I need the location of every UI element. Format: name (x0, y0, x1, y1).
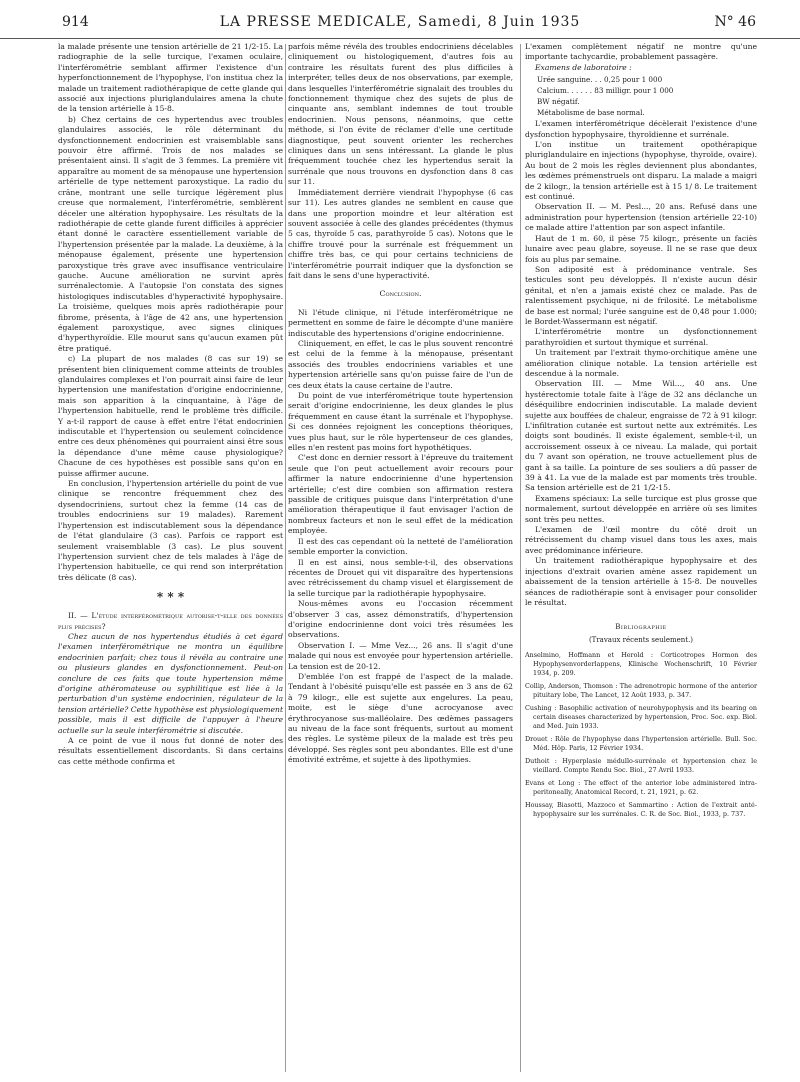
paragraph: Haut de 1 m. 60, il pèse 75 kilogr., présente un faciès lunaire avec peau glabre, soyeuse. Il ne se rase que deux fois au plus par semaine. (525, 233, 757, 264)
bibliography-entry: Houssay, Biasotti, Mazzoco et Sammartino : Action de l'extrait anté-hypophysaire sur les surrénales. C. R. de Soc. Biol., 1933, p. 737. (525, 801, 757, 819)
paragraph: Il est des cas cependant où la netteté de l'amélioration semble emporter la conviction. (288, 536, 513, 557)
paragraph: Du point de vue interférométrique toute hypertension serait d'origine endocrinienne, les deux glandes le plus fréquemment en cause étant la surrénale et l'hypophyse. Si ces données rejoignent les conceptions théoriques, vues plus haut, sur le rôle hypertenseur de ces glandes, elles n'en restent pas moins fort hypothétiques. (288, 391, 513, 453)
bibliography-entry: Anselmino, Hoffmann et Herold : Corticotropes Hormon des Hypophysenvorderlappens, Klinische Wochenschrift, 10 Février 1934, p. 209. (525, 651, 757, 678)
paragraph: Chez aucun de nos hypertendus étudiés à cet égard l'examen interférométrique ne montra un équilibre endocrinien parfait; chez tous il révéla au contraire une ou plusieurs glandes en dysfonctionnement. Peut-on conclure de ces faits que toute hypertension même d'origine athéromateuse ou syphilitique est liée à la perturbation d'un système endocrinien, régulateur de la tension artérielle? Cette hypothèse est physiologiquement possible, mais il est difficile de l'appuyer à l'heure actuelle sur la seule interférométrie si discutée. (58, 631, 283, 735)
bibliography-title: Bibliographie (615, 623, 667, 632)
paragraph: Un traitement radiothérapique hypophysaire et des injections d'extrait ovarien amène assez rapidement un abaissement de la tension artérielle à 15-8. De nouvelles séances de radiothérapie sont à envisager pour consolider le résultat. (525, 556, 757, 607)
paragraph: Il en est ainsi, nous semble-t-il, des observations récentes de Drouet qui vit disparaître des hypertensions avec rétrécissement du champ visuel et élargissement de la selle turcique par la radiothérapie hypophysaire. (288, 557, 513, 598)
paragraph: Un traitement par l'extrait thymo-orchitique amène une amélioration clinique notable. La tension artérielle est descendue à la normale. (525, 348, 757, 378)
column-middle (288, 42, 513, 766)
paragraph: la malade présente une tension artérielle de 21 1/2-15. La radiographie de la selle turcique, l'examen oculaire, l'interférométrie semblant affirmer l'existence d'un hyperfonctionnement de l'hypophyse, l'on institua chez la malade un traitement radiothérapique de cette glande qui associé aux injections pluriglandulaires amena la chute de la tension artérielle à 15-8. (58, 42, 283, 114)
paragraph: L'examen complètement négatif ne montre qu'une importante tachycardie, probablement passagère. (525, 42, 757, 62)
section-separator: * * * (156, 590, 185, 605)
paragraph: En conclusion, l'hypertension artérielle du point de vue clinique se rencontre fréquemment chez des dysendocriniens, surtout chez la femme (14 cas de troubles endocriniens sur 19 malades). Rarement l'hypertension est indiscutablement sous la dépendance de l'état glandulaire (3 cas). Parfois ce rapport est seulement vraisemblable (3 cas). Le plus souvent l'hypertension survient chez de tels malades à l'âge de l'hypertension habituelle, ce qui rend son interprétation très délicate (8 cas). (58, 479, 283, 582)
bibliography-entry: Drouet : Rôle de l'hypophyse dans l'hypertension artérielle. Bull. Soc. Méd. Hôp. Paris, 12 Février 1934. (525, 735, 757, 753)
paragraph: Observation I. — Mme Vez..., 26 ans. Il s'agit d'une malade qui nous est envoyée pour hypertension artérielle. La tension est de 20-12. (288, 640, 513, 671)
lab-result: Calcium. . . . . . 83 milligr. pour 1 000 (537, 86, 674, 96)
lab-title: Examens de laboratoire : (535, 62, 632, 72)
paragraph: b) Chez certains de ces hypertendus avec troubles glandulaires associés, le rôle déterminant du dysfonctionnement endocrinien est vraisemblable sans pouvoir être affirmé. Trois de nos malades se présentaient ainsi. Il s'agit de 3 femmes. La première vit apparaître au moment de sa ménopause une hypertension artérielle de type nettement paroxystique. La radio du crâne, montrant une selle turcique légèrement plus creuse que normalement, l'interférométrie, semblèrent déceler une altération hypophysaire. Les résultats de la radiothérapie de cette glande furent difficiles à apprécier étant donné le caractère essentiellement variable de l'hypertension présentée par la malade. La deuxième, à la ménopause également, présente une hypertension paroxystique très grave avec insuffisance ventriculaire gauche. Aucune amélioration ne survint après surrénalectomie. A l'autopsie l'on constata des signes histologiques indiscutables d'hyperactivité hypophysaire. La troisième, quelques mois après radiothérapie pour fibrome, présenta, à l'âge de 42 ans, une hypertension également paroxystique, avec signes cliniques d'hyperthyroïdie. Elle mourut sans qu'aucun examen pût être pratiqué. (58, 114, 283, 353)
journal-title: LA PRESSE MEDICALE, Samedi, 8 Juin 1935 (219, 14, 581, 30)
column-right (525, 42, 757, 823)
bibliography-entry: Collip, Anderson, Thomson : The adrenotropic hormone of the anterior pituitary lobe, The Lancet, 12 Août 1933, p. 347. (525, 682, 757, 700)
page-header (0, 14, 800, 39)
column-divider (520, 44, 521, 1072)
paragraph: Observation III. — Mme Wil..., 40 ans. Une hystérectomie totale faite à l'âge de 32 ans déclanche un déséquilibre endocrinien indiscutable. La malade devient sujette aux bouffées de chaleur, engraisse de 72 à 91 kilogr. L'infiltration cutanée est surtout nette aux extrémités. Les doigts sont boudinés. Il existe également, semble-t-il, un accroissement osseux à ce niveau. La malade, qui portait du 7 avant son opération, ne trouve actuellement plus de gant à sa taille. La pointure de ses souliers a dû passer de 39 à 41. La vue de la malade est par moments très trouble. Sa tension artérielle est de 21 1/2-15. (525, 379, 757, 493)
section-heading: Conclusion. (379, 289, 422, 299)
page-number: 914 (62, 14, 89, 30)
section-heading: II. — L'étude interférométrique autorise-t-elle des données plus précises? (58, 611, 283, 631)
bibliography-entry: Cushing : Basophilic activation of neurohypophysis and its bearing on certain diseases characterized by hypertension, Proc. Soc. exp. Biol. and Med. Juin 1933. (525, 704, 757, 731)
paragraph: L'on institue un traitement opothérapique pluriglandulaire en injections (hypophyse, thyroïde, ovaire). Au bout de 2 mois les règles deviennent plus abondantes, les œdèmes prémenstruels ont disparu. La malade a maigri de 2 kilogr., la tension artérielle est à 15 1/ 8. Le traitement est continué. (525, 140, 757, 202)
lab-result: BW négatif. (537, 97, 580, 107)
column-divider (285, 44, 286, 1072)
issue-number: N° 46 (714, 14, 756, 30)
paragraph: L'examen interférométrique décèlerait l'existence d'une dysfonction hypophysaire, thyroïdienne et surrénale. (525, 119, 757, 139)
paragraph: Examens spéciaux: La selle turcique est plus grosse que normalement, surtout développée en arrière où ses limites sont très peu nettes. (525, 493, 757, 524)
paragraph: Son adiposité est à prédominance ventrale. Ses testicules sont peu développés. Il n'existe aucun désir génital, et n'en a jamais existé chez ce malade. Pas de ralentissement psychique, ni de frilosité. Le métabolisme de base est normal; l'urée sanguine est de 0,48 pour 1.000; le Bordet-Wassermann est négatif. (525, 264, 757, 326)
bibliography-entry: Duthoit : Hyperplasie médullo-surrénale et hypertension chez le vieillard. Compte Rendu Soc. Biol., 27 Avril 1933. (525, 757, 757, 775)
column-left (58, 42, 283, 767)
paragraph: parfois même révéla des troubles endocriniens décelables cliniquement ou histologiquement, d'autres fois au contraire les résultats furent des plus difficiles à interpréter, telles deux de nos observations, par exemple, dans lesquelles l'interférométrie signalait des troubles du fonctionnement thymique chez des sujets de plus de cinquante ans, semblant indemnes de tout trouble endocrinien. Nous pensons, néanmoins, que cette méthode, si l'on évite de réclamer d'elle une certitude diagnostique, peut souvent orienter les recherches cliniques dans un sens intéressant. La glande le plus fréquemment touchée chez les hypertendus serait la surrénale que nous trouvons en dysfonction dans 8 cas sur 11. (288, 42, 513, 187)
paragraph: c) La plupart de nos malades (8 cas sur 19) se présentent bien cliniquement comme atteints de troubles glandulaires complexes et l'on pourrait ainsi faire de leur hypertension une manifestation d'origine endocrinienne, mais son apparition à la cinquantaine, à l'âge de l'hypertension habituelle, rend le problème très difficile. Y a-t-il rapport de cause à effet entre l'état endocrinien indiscutable et l'hypertension ou seulement coïncidence entre ces deux phénomènes qui pourraient ainsi être sous la dépendance d'une même cause physiologique? Chacune de ces hypothèses est possible sans qu'on en puisse affirmer aucune. (58, 354, 283, 478)
paragraph: Observation II. — M. Pesl..., 20 ans. Refusé dans une administration pour hypertension (tension artérielle 22-10) ce malade attire l'attention par son aspect infantile. (525, 202, 757, 233)
paragraph: C'est donc en dernier ressort à l'épreuve du traitement seule que l'on peut actuellement avoir recours pour affirmer la nature endocrinienne d'une hypertension artérielle; c'est dire combien son affirmation restera passible de critiques puisque dans l'interprétation d'une amélioration thérapeutique il faut envisager l'action de nombreux facteurs et non le seul effet de la médication employée. (288, 453, 513, 536)
paragraph: Cliniquement, en effet, le cas le plus souvent rencontré est celui de la femme à la ménopause, présentant associés des troubles endocriniens variables et une hypertension artérielle sans qu'on puisse faire de l'un de ces deux états la cause certaine de l'autre. (288, 338, 513, 390)
paragraph: Immédiatement derrière viendrait l'hypophyse (6 cas sur 11). Les autres glandes ne semblent en cause que dans une proportion moindre et leur altération est souvent associée à celle des glandes précédentes (thymus 5 cas, thyroïde 5 cas, parathyroïde 5 cas). Notons que le chiffre trouvé pour la surrénale est fréquemment un chiffre très bas, ce qui pour certains techniciens de l'interférométrie pourrait indiquer que la dysfonction se fait dans le sens d'une hyperactivité. (288, 187, 513, 280)
paragraph: Ni l'étude clinique, ni l'étude interférométrique ne permettent en somme de faire le décompte d'une manière indiscutable des hypertensions d'origine endocrinienne. (288, 307, 513, 338)
paragraph: D'emblée l'on est frappé de l'aspect de la malade. Tendant à l'obésité puisqu'elle est passée en 3 ans de 62 à 79 kilogr., elle est sujette aux engelures. La peau, moite, est le siège d'une acrocyanose avec érythrocyanose sus-malléolaire. Des œdèmes passagers au niveau de la face sont fréquents, surtout au moment des règles. Le système pileux de la malade est très peu développé. Ses règles sont peu abondantes. Elle est d'une émotivité extrême, et sujette à des lipothymies. (288, 671, 513, 765)
lab-result: Urée sanguine. . . 0,25 pour 1 000 (537, 75, 663, 85)
paragraph: Nous-mêmes avons eu l'occasion récemment d'observer 3 cas, assez démonstratifs, d'hypertension d'origine endocrinienne dont voici très résumées les observations. (288, 599, 513, 640)
paragraph: L'examen de l'œil montre du côté droit un rétrécissement du champ visuel dans tous les axes, mais avec prédominance inférieure. (525, 525, 757, 555)
bibliography-entry: Evans et Long : The effect of the anterior lobe administered intra-peritoneally, Anatomical Record, t. 21, 1921, p. 62. (525, 779, 757, 797)
lab-result: Métabolisme de base normal. (537, 108, 645, 118)
paragraph: A ce point de vue il nous fut donné de noter des résultats essentiellement discordants. Si dans certains cas cette méthode confirma et (58, 736, 283, 766)
paragraph: L'interférométrie montre un dysfonctionnement parathyroïdien et surtout thymique et surrénal. (525, 327, 757, 347)
bibliography-subtitle: (Travaux récents seulement.) (588, 635, 694, 644)
